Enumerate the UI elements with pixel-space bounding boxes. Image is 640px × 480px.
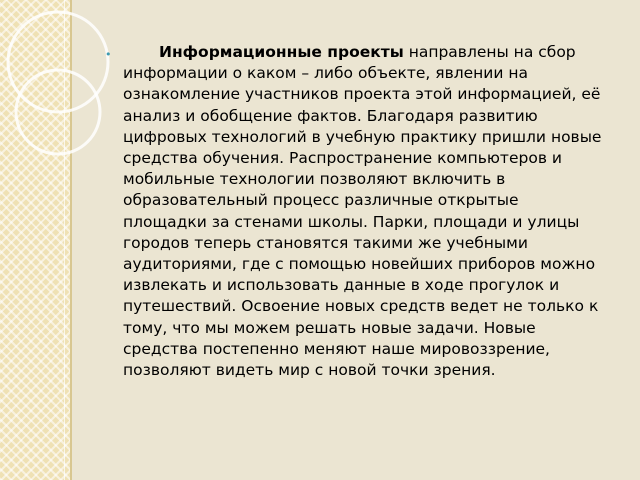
paragraph (100, 42, 605, 381)
bullet-icon: • (105, 48, 112, 61)
lead-term: Информационные проекты (159, 43, 404, 61)
paragraph-body: направлены на сбор информации о каком – либо объекте, явлении на ознакомление участников проекта этой информацией, её анализ и обобщение фактов. Благодаря развитию цифровых технологий в учебную практику пришли новые средства обучения. Распространение компьютеров и мобильные технологии позволяют включить в образовательный процесс различные открытые площадки за стенами школы. Парки, площади и улицы городов теперь становятся такими же учебными аудиториями, где с помощью новейших приборов можно извлекать и использовать данные в ходе прогулок и путешествий. Освоение новых средств ведет не только к тому, что мы можем решать новые задачи. Новые средства постепенно меняют наше мировоззрение, позволяют видеть мир с новой точки зрения. (123, 43, 602, 380)
ring-large (8, 12, 108, 112)
text-block (100, 42, 605, 381)
